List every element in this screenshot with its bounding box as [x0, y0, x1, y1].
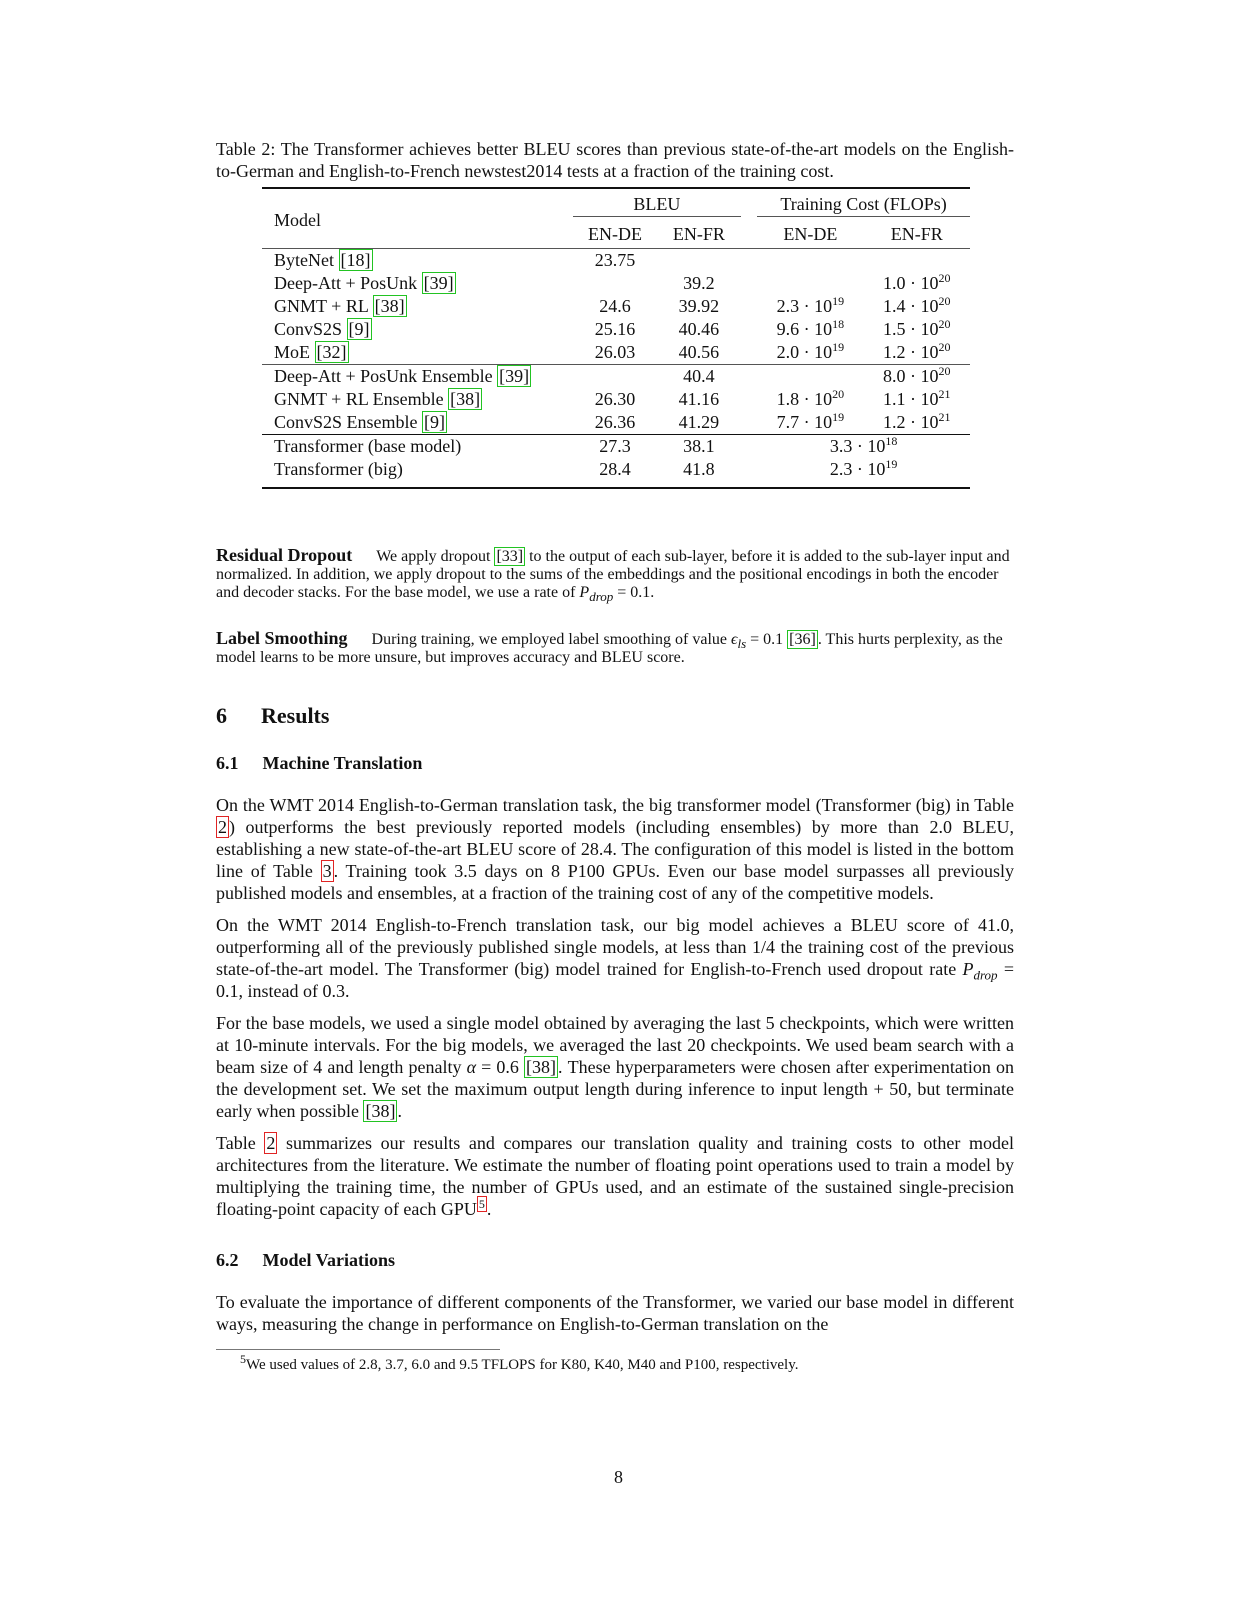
row-model-name: GNMT + RL: [274, 296, 369, 316]
bleu-en-fr: 41.29: [678, 412, 720, 432]
row-model-name: GNMT + RL Ensemble: [274, 389, 444, 409]
cost-en-fr: $1.4 \cdot 10^{20}$: [883, 294, 951, 316]
paragraph-heading-residual-dropout: Residual Dropout: [216, 545, 353, 565]
bleu-en-de: 24.6: [599, 296, 631, 316]
bleu-en-fr: 38.1: [657, 435, 741, 459]
cost-merged: $2.3 \cdot 10^{19}$: [757, 458, 970, 488]
table-row: [262, 318, 970, 341]
table-row: [262, 365, 970, 389]
cost-en-de: $2.3 \cdot 10^{19}$: [776, 294, 845, 316]
cost-en-de: $2.0 \cdot 10^{19}$: [776, 340, 845, 362]
footnote-divider: [216, 1349, 500, 1350]
bleu-en-de: 26.03: [594, 342, 636, 362]
cost-en-fr: $1.2 \cdot 10^{20}$: [883, 340, 951, 362]
row-model-name: ByteNet: [274, 250, 334, 270]
table-row: [262, 272, 970, 295]
citation-link[interactable]: [36]: [789, 631, 816, 648]
header-bleu: BLEU: [573, 188, 741, 217]
paragraph-checkpoints: For the base models, we used a single model obtained by averaging the last 5 checkpoints, which were written at 10-minute intervals. For the big models, we averaged the last 20 checkpoints. We used beam search with a beam size of 4 and length penalty α = 0.6 [38] . These hyperparameters were chosen after experimentation on the development set. We set the maximum output length during inference to input length + 50, but terminate early when possible [38] .: [216, 1013, 1014, 1121]
paragraph-heading-label-smoothing: Label Smoothing: [216, 628, 348, 648]
citation-link[interactable]: [38]: [450, 389, 481, 409]
table-row: [262, 295, 970, 318]
header-cost: Training Cost (FLOPs): [757, 188, 970, 217]
subsection-heading-machine-translation: 6.1 Machine Translation: [216, 753, 423, 773]
bleu-en-de: 23.75: [573, 249, 657, 273]
row-model-name: Transformer (base model): [262, 435, 573, 459]
citation-link[interactable]: [38]: [526, 1057, 557, 1077]
bleu-en-fr: 41.16: [678, 389, 720, 409]
row-model-name: MoE: [274, 342, 310, 362]
cost-en-fr: $1.5 \cdot 10^{20}$: [883, 317, 951, 339]
page-number: 8: [614, 1467, 623, 1487]
subheader-cost-en-fr: EN-FR: [890, 224, 943, 244]
citation-link[interactable]: [9]: [424, 412, 446, 432]
citation-link[interactable]: [18]: [340, 250, 371, 270]
table-reference-link[interactable]: 3: [322, 861, 332, 881]
bleu-en-de: 26.30: [594, 389, 636, 409]
citation-link[interactable]: [33]: [496, 548, 524, 565]
row-model-name: Transformer (big): [262, 458, 573, 488]
subheader-bleu-en-fr: EN-FR: [672, 224, 725, 244]
header-model: Model: [274, 210, 321, 230]
citation-link[interactable]: [38]: [374, 296, 405, 316]
row-model-name: Deep-Att + PosUnk Ensemble: [274, 366, 493, 386]
bleu-en-fr: [657, 249, 741, 273]
paper-page: Table 2: The Transformer achieves better BLEU scores than previous state-of-the-art models on the English-to-German and English-to-French newstest2014 tests at a fraction of the training cost. Model BLEU Training Cost (FLOPs) EN-DE EN-FR EN-DE EN-FR ByteNet [18] 23.75 Deep-Att + PosUnk [39] 39.2 $1.0 \cdot 10^{20}$ GNMT + RL [38] 24.6 39.92 $2.3 \cdot 10^{19}$ $1.4 \cdot 10^{20}$ ConvS2S [9] 25.16 40.46 $9.6 \cdot 10^{18}$ $1.5 \cdot 10^{20}$ MoE [32] 26.03 40.56 $2.0 \cdot 10^{19}$ $1.2 \cdot 10^{20}$ Deep-Att + PosUnk Ensemble [39] 40.4 $8.0 \cdot 10^{20}$ GNMT + RL Ensemble [38] 26.30 41.16 $1.8 \cdot 10^{20}$ $1.1 \cdot 10^{21}$ ConvS2S Ensemble [9] 26.36 41.29 $7.7 \cdot 10^{19}$ $1.2 \cdot 10^{21}$ Transformer (base model) 27.3 38.1 $3.3 \cdot 10^{18}$ Transformer (big) 28.4 41.8 $2.3 \cdot 10^{19}$ Residual Dropout We apply dropout [33] to the output of each sub-layer, before it is added to the sub-layer input and normalized. In addition, we apply dropout to the sums of the embeddings and the positional encodings in both the encoder and decoder stacks. For the base model, we use a rate of $P_{drop} = 0.1$. Label Smoothing During training, we employed label smoothing of value $\epsilon_{ls} = 0.1$ [36] . This hurts perplexity, as the model learns to be more unsure, but improves accuracy and BLEU score. 6 Results 6.1 Machine Translation On the WMT 2014 English-to-German translation task, the big transformer model (Transformer (big) in Table 2 ) outperforms the best previously reported models (including ensembles) by more than 2.0 BLEU, establishing a new state-of-the-art BLEU score of 28.4. The configuration of this model is listed in the bottom line of Table 3 . Training took 3.5 days on 8 P100 GPUs. Even our base model surpasses all previously published models and ensembles, at a fraction of the training cost of any of the competitive models. On the WMT 2014 English-to-French translation task, our big model achieves a BLEU score of 41.0, outperforming all of the previously published single models, at less than 1/4 the training cost of the previous state-of-the-art model. The Transformer (big) model trained for English-to-French used dropout rate $P_{drop} = 0.1$, instead of 0.3. For the base models, we used a single model obtained by averaging the last 5 checkpoints, which were written at 10-minute intervals. For the big models, we averaged the last 20 checkpoints. We used beam search with a beam size of 4 and length penalty α = 0.6 [38] . These hyperparameters were chosen after experimentation on the development set. We set the maximum output length during inference to input length + 50, but terminate early when possible [38] . Table 2 summarizes our results and compares our translation quality and training costs to other model architectures from the literature. We estimate the number of floating point operations used to train a model by multiplying the training time, the number of GPUs used, and an estimate of the sustained single-precision floating-point capacity of each GPU $^5$ . 6.2 Model Variations To evaluate the importance of different components of the Transformer, we varied our base model in different ways, measuring the change in performance on English-to-German translation on the $^5$We used values of 2.8, 3.7, 6.0 and 9.5 TFLOPS for K80, K40, M40 and P100, respectively.: [216, 139, 1015, 1373]
table-row: [262, 388, 970, 411]
table-reference-link[interactable]: 2: [218, 817, 227, 837]
paragraph-mt-en-de: On the WMT 2014 English-to-German translation task, the big transformer model (Transformer (big) in Table 2 ) outperforms the best previously reported models (including ensembles) by more than 2.0 BLEU, establishing a new state-of-the-art BLEU score of 28.4. The configuration of this model is listed in the bottom line of Table 3 . Training took 3.5 days on 8 P100 GPUs. Even our base model surpasses all previously published models and ensembles, at a fraction of the training cost of any of the competitive models.: [216, 795, 1014, 903]
citation-link[interactable]: [9]: [348, 319, 370, 339]
bleu-en-fr: 40.46: [678, 319, 720, 339]
subheader-bleu-en-de: EN-DE: [587, 224, 642, 244]
bleu-en-de: 27.3: [573, 435, 657, 459]
cost-en-de: $7.7 \cdot 10^{19}$: [776, 410, 845, 432]
row-model-name: ConvS2S: [274, 319, 343, 339]
table-caption: Table 2: The Transformer achieves better BLEU scores than previous state-of-the-art models on the English-to-German and English-to-French newstest2014 tests at a fraction of the training cost.: [216, 139, 1014, 181]
row-model-name: Deep-Att + PosUnk: [274, 273, 418, 293]
results-table: [262, 187, 970, 489]
cost-en-de: $9.6 \cdot 10^{18}$: [776, 317, 845, 339]
citation-link[interactable]: [38]: [365, 1101, 396, 1121]
row-model-name: ConvS2S Ensemble: [274, 412, 418, 432]
paragraph-flops: Table 2 summarizes our results and compares our translation quality and training costs to other model architectures from the literature. We estimate the number of floating point operations used to train a model by multiplying the training time, the number of GPUs used, and an estimate of the sustained single-precision floating-point capacity of each GPU $^5$ .: [216, 1133, 1015, 1219]
cost-merged: $3.3 \cdot 10^{18}$: [757, 435, 970, 459]
citation-link[interactable]: [32]: [316, 342, 347, 362]
cost-en-fr: $1.1 \cdot 10^{21}$: [883, 387, 951, 409]
bleu-en-de: 28.4: [573, 458, 657, 488]
footnote-link[interactable]: 5: [478, 1197, 485, 1211]
cost-en-fr: $1.0 \cdot 10^{20}$: [883, 271, 951, 293]
paragraph-mt-en-fr: On the WMT 2014 English-to-French translation task, our big model achieves a BLEU score of 41.0, outperforming all of the previously published single models, at less than 1/4 the training cost of the previous state-of-the-art model. The Transformer (big) model trained for English-to-French used dropout rate $P_{drop} = 0.1$, instead of 0.3.: [216, 915, 1015, 1001]
bleu-en-de: 25.16: [594, 319, 636, 339]
section-heading-results: 6 Results: [216, 703, 330, 728]
table-row: [262, 341, 970, 365]
bleu-en-fr: 40.4: [657, 365, 741, 389]
cost-en-de: $1.8 \cdot 10^{20}$: [776, 387, 845, 409]
cost-en-fr: $8.0 \cdot 10^{20}$: [864, 365, 970, 389]
citation-link[interactable]: [39]: [499, 366, 530, 386]
subheader-cost-en-de: EN-DE: [783, 224, 838, 244]
bleu-en-de: 26.36: [594, 412, 636, 432]
table-row: [262, 435, 970, 459]
table-row: [262, 411, 970, 435]
table-row: [262, 249, 970, 273]
citation-link[interactable]: [39]: [423, 273, 454, 293]
subsection-heading-model-variations: 6.2 Model Variations: [216, 1250, 396, 1270]
cost-en-fr: $1.2 \cdot 10^{21}$: [883, 410, 951, 432]
bleu-en-fr: 40.56: [678, 342, 720, 362]
bleu-en-fr: 39.92: [678, 296, 720, 316]
table-row: [262, 458, 970, 488]
bleu-en-fr: 39.2: [683, 273, 715, 293]
footnote: $^5$We used values of 2.8, 3.7, 6.0 and 9.5 TFLOPS for K80, K40, M40 and P100, respectively.: [240, 1352, 799, 1373]
table-reference-link[interactable]: 2: [266, 1133, 276, 1153]
paragraph-model-variations: To evaluate the importance of different components of the Transformer, we varied our base model in different ways, measuring the change in performance on English-to-German translation on the: [216, 1292, 1014, 1334]
bleu-en-fr: 41.8: [657, 458, 741, 488]
